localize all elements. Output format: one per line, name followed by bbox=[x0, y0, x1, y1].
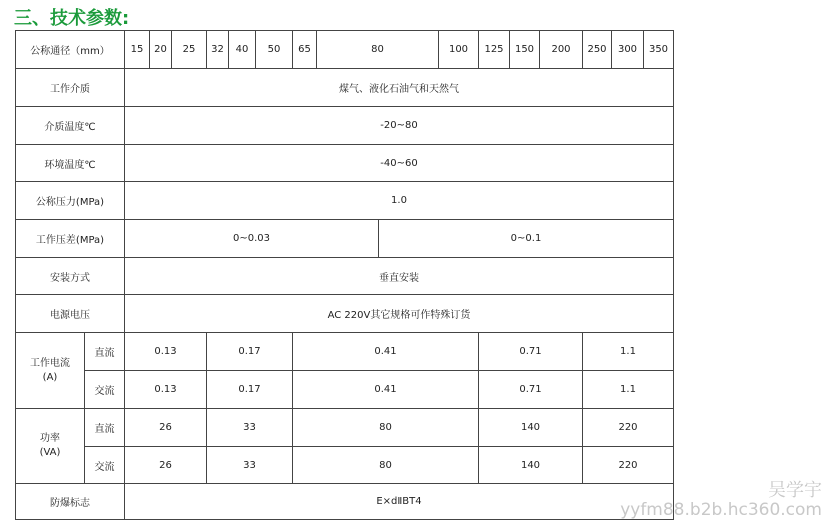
row-medium bbox=[16, 69, 674, 107]
power-unit: (VA) bbox=[39, 447, 61, 458]
row-explosion-mark bbox=[16, 484, 674, 520]
nominal-diameter-label: 公称通径（mm） bbox=[16, 31, 125, 69]
row-voltage bbox=[16, 295, 674, 333]
install-value: 垂直安装 bbox=[125, 258, 674, 295]
power-dc-value: 33 bbox=[207, 409, 293, 447]
size-15: 15 bbox=[125, 31, 150, 69]
power-dc-label: 直流 bbox=[85, 409, 125, 447]
size-125: 125 bbox=[479, 31, 510, 69]
current-ac-value: 0.13 bbox=[125, 371, 207, 409]
ambient-temp-label: 环境温度℃ bbox=[16, 145, 125, 182]
size-350: 350 bbox=[644, 31, 674, 69]
current-ac-value: 1.1 bbox=[583, 371, 674, 409]
size-100: 100 bbox=[439, 31, 479, 69]
voltage-value: AC 220V其它规格可作特殊订货 bbox=[125, 295, 674, 333]
pressure-diff-low: 0~0.03 bbox=[125, 220, 379, 258]
explosion-mark-label: 防爆标志 bbox=[16, 484, 125, 520]
medium-temp-label: 介质温度℃ bbox=[16, 107, 125, 145]
medium-value: 煤气、液化石油气和天然气 bbox=[125, 69, 674, 107]
power-ac-label: 交流 bbox=[85, 447, 125, 484]
power-dc-value: 26 bbox=[125, 409, 207, 447]
power-ac-value: 33 bbox=[207, 447, 293, 484]
row-install bbox=[16, 258, 674, 295]
pressure-diff-high: 0~0.1 bbox=[379, 220, 674, 258]
current-ac-value: 0.41 bbox=[293, 371, 479, 409]
power-ac-value: 80 bbox=[293, 447, 479, 484]
current-ac-label: 交流 bbox=[85, 371, 125, 409]
current-dc-value: 0.41 bbox=[293, 333, 479, 371]
row-current-dc bbox=[16, 333, 674, 371]
size-250: 250 bbox=[583, 31, 612, 69]
size-65: 65 bbox=[293, 31, 317, 69]
current-ac-value: 0.17 bbox=[207, 371, 293, 409]
current-dc-value: 0.71 bbox=[479, 333, 583, 371]
explosion-mark-value: E×dⅡBT4 bbox=[125, 484, 674, 520]
size-300: 300 bbox=[612, 31, 644, 69]
ambient-temp-value: -40~60 bbox=[125, 145, 674, 182]
power-dc-value: 220 bbox=[583, 409, 674, 447]
size-20: 20 bbox=[150, 31, 172, 69]
row-nominal-pressure bbox=[16, 182, 674, 220]
size-200: 200 bbox=[540, 31, 583, 69]
row-current-ac bbox=[16, 371, 674, 409]
power-dc-value: 140 bbox=[479, 409, 583, 447]
nominal-pressure-value: 1.0 bbox=[125, 182, 674, 220]
spec-table bbox=[15, 30, 674, 520]
size-150: 150 bbox=[510, 31, 540, 69]
row-medium-temp bbox=[16, 107, 674, 145]
install-label: 安装方式 bbox=[16, 258, 125, 295]
size-25: 25 bbox=[172, 31, 207, 69]
watermark-site: yyfm88.b2b.hc360.com bbox=[620, 500, 822, 520]
row-power-ac bbox=[16, 447, 674, 484]
medium-label: 工作介质 bbox=[16, 69, 125, 107]
size-32: 32 bbox=[207, 31, 229, 69]
section-heading: 三、技术参数: bbox=[14, 8, 130, 29]
watermark-name: 吴学宇 bbox=[768, 480, 822, 501]
nominal-pressure-label: 公称压力(MPa) bbox=[16, 182, 125, 220]
size-80: 80 bbox=[317, 31, 439, 69]
row-power-dc bbox=[16, 409, 674, 447]
power-label: 功率 bbox=[40, 433, 60, 444]
power-ac-value: 140 bbox=[479, 447, 583, 484]
current-dc-value: 0.17 bbox=[207, 333, 293, 371]
power-dc-value: 80 bbox=[293, 409, 479, 447]
row-ambient-temp bbox=[16, 145, 674, 182]
row-nominal-diameter bbox=[16, 31, 674, 69]
pressure-diff-label: 工作压差(MPa) bbox=[16, 220, 125, 258]
current-unit: (A) bbox=[42, 371, 58, 383]
power-label-cell bbox=[16, 409, 85, 484]
current-label-cell bbox=[16, 333, 85, 409]
row-pressure-diff bbox=[16, 220, 674, 258]
current-ac-value: 0.71 bbox=[479, 371, 583, 409]
current-dc-label: 直流 bbox=[85, 333, 125, 371]
current-dc-value: 0.13 bbox=[125, 333, 207, 371]
size-50: 50 bbox=[256, 31, 293, 69]
current-label: 工作电流 bbox=[30, 357, 70, 369]
power-ac-value: 26 bbox=[125, 447, 207, 484]
voltage-label: 电源电压 bbox=[16, 295, 125, 333]
current-dc-value: 1.1 bbox=[583, 333, 674, 371]
power-ac-value: 220 bbox=[583, 447, 674, 484]
size-40: 40 bbox=[229, 31, 256, 69]
medium-temp-value: -20~80 bbox=[125, 107, 674, 145]
